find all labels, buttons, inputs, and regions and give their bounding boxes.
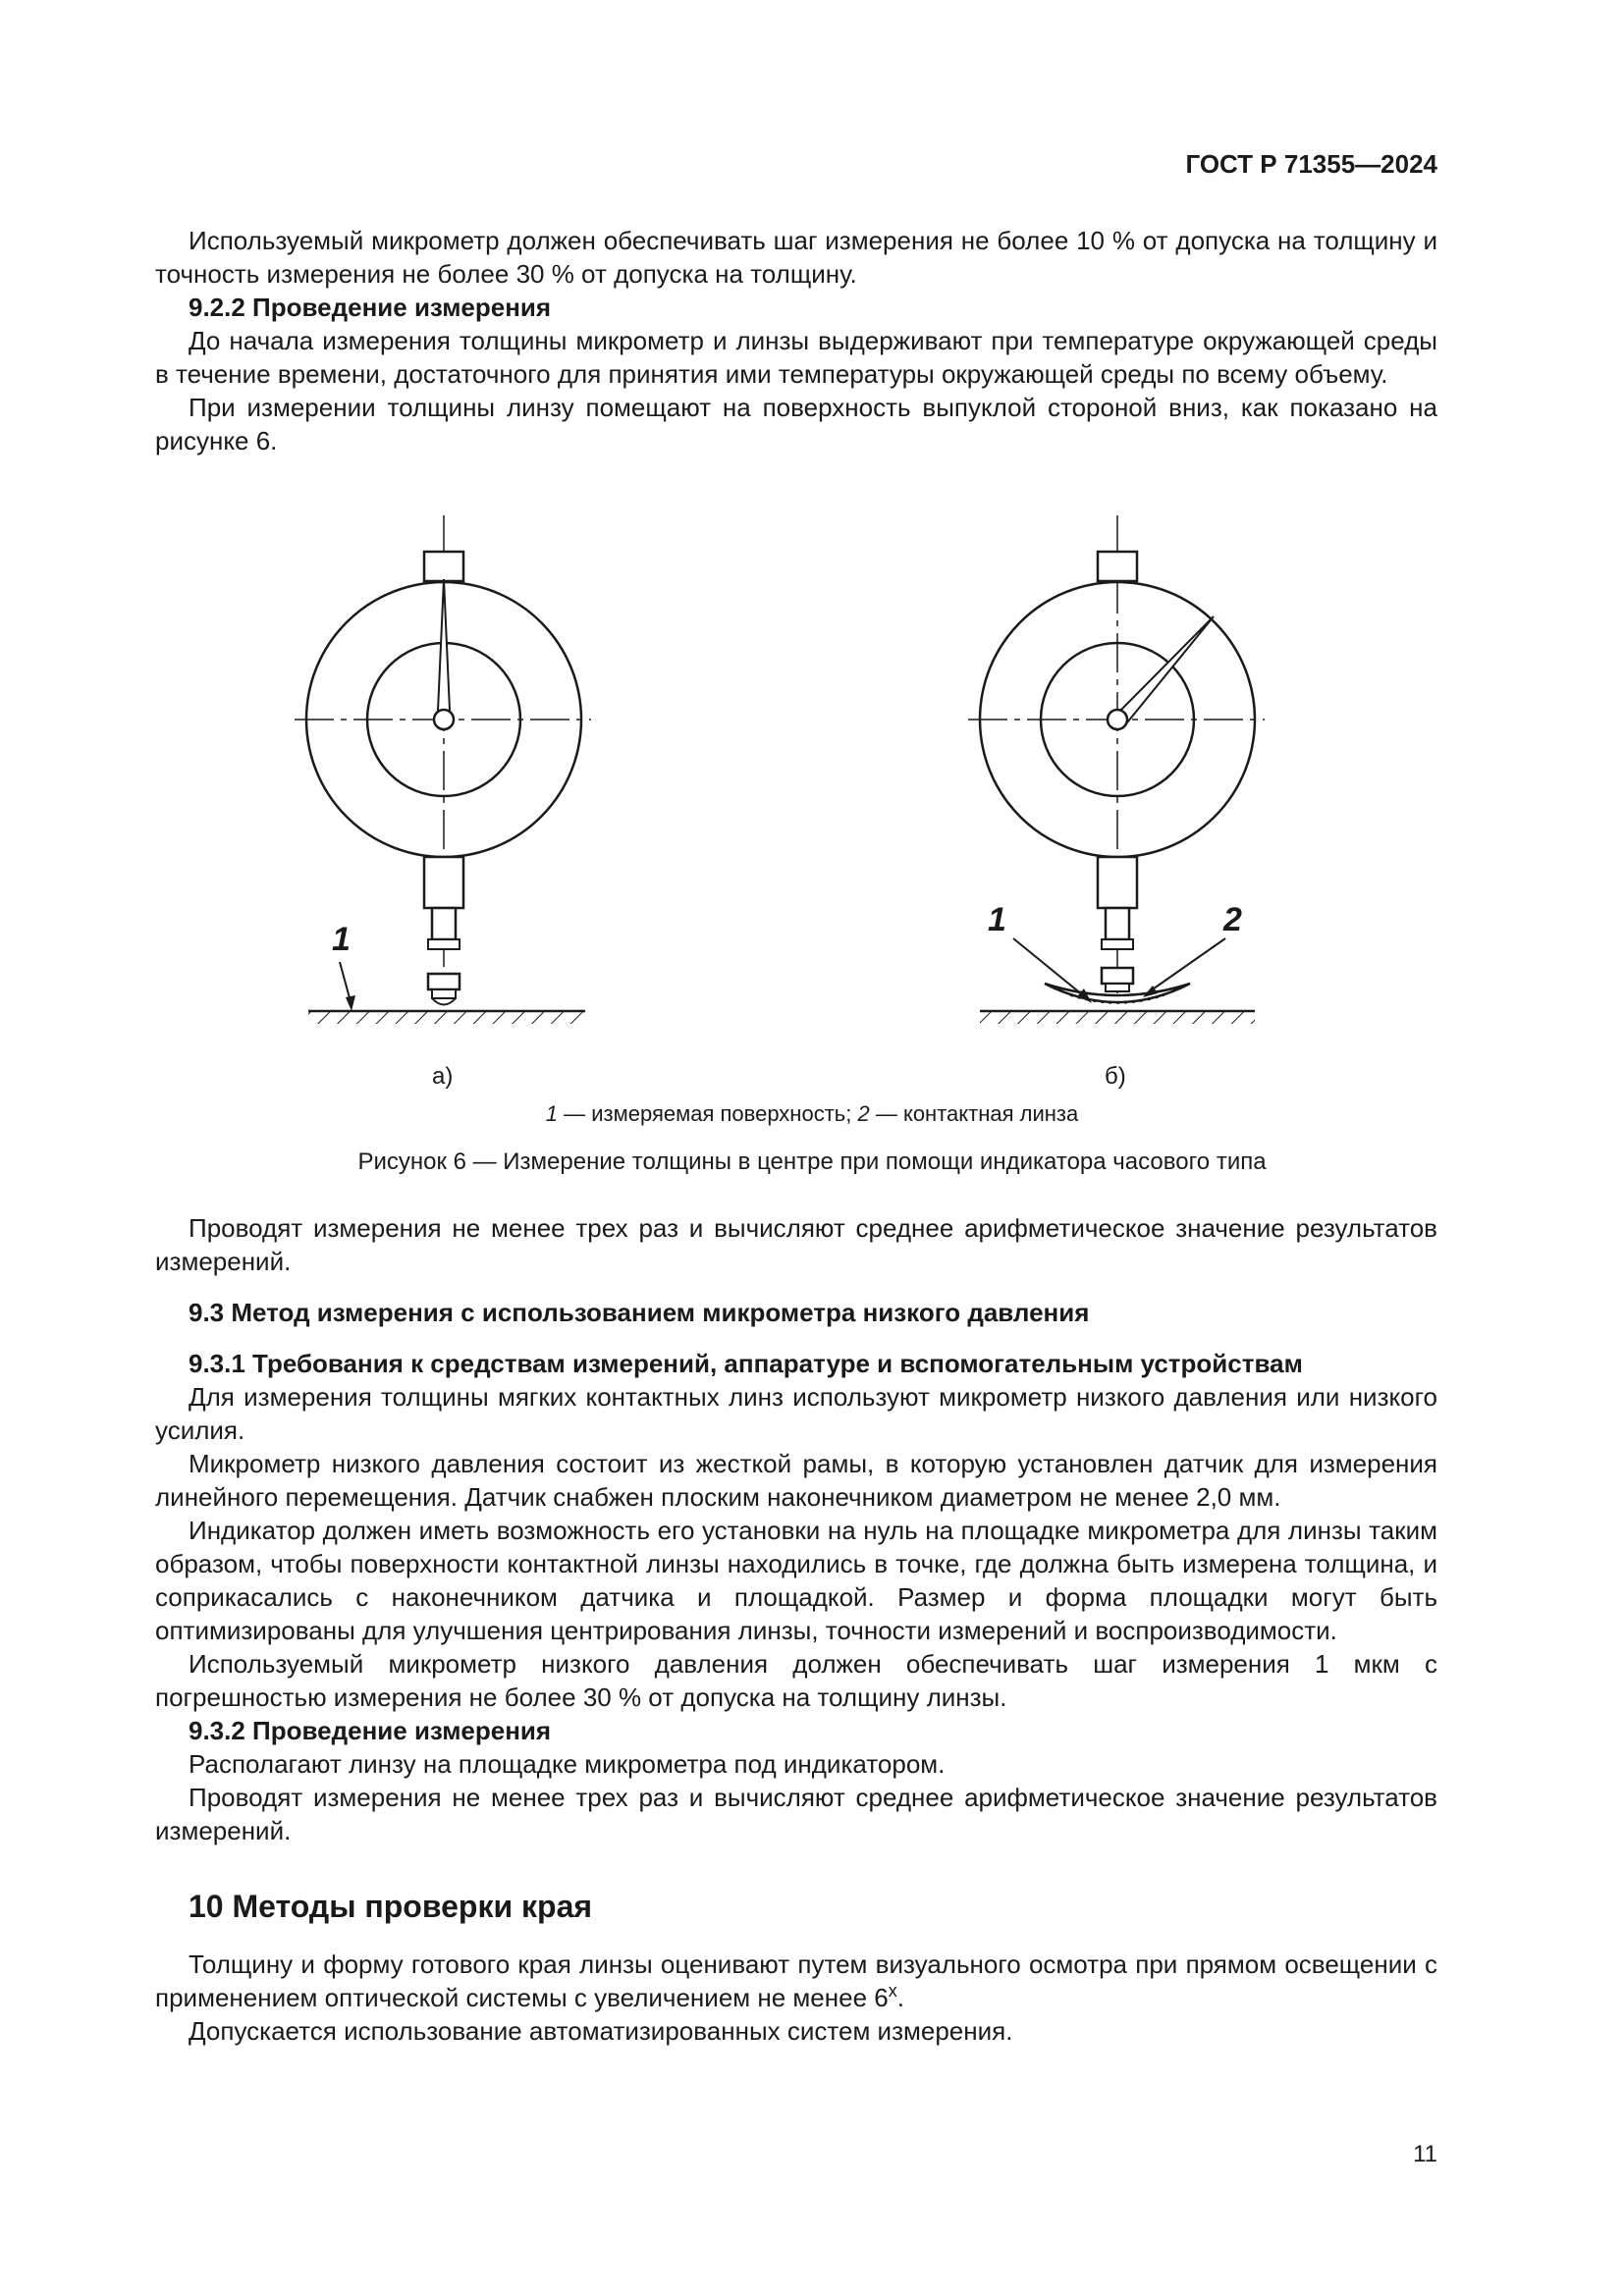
text-block-2 [155,1211,1437,2048]
paragraph [155,1948,1437,2014]
paragraph-text: Толщину и форму готового края линзы оценивают путем визуального осмотра при прямом освещении с применением оптической системы с увеличением не менее 6 [155,1949,1437,2012]
paragraph: При измерении толщины линзу помещают на поверхность выпуклой стороной вниз, как показано на рисунке 6. [155,393,1437,455]
text-block-1 [155,224,1437,457]
figure-6 [0,503,1624,1131]
paragraph: Проводят измерения не менее трех раз и вычисляют среднее арифметическое значение результатов измерений. [155,1213,1437,1276]
callout-1-a: 1 [332,921,351,958]
figure-6-drawing [0,503,1624,1092]
legend-number-1: 1 [545,1101,559,1126]
figure-legend [0,1101,1624,1127]
legend-text-1: — измеряемая поверхность; [558,1101,858,1126]
callout-2-b: 2 [1223,901,1242,938]
callout-1-b: 1 [988,901,1006,938]
paragraph: Для измерения толщины мягких контактных линз используют микрометр низкого давления или низкого усилия. [155,1382,1437,1445]
paragraph: До начала измерения толщины микрометр и линзы выдерживают при температуре окружающей среды в течение времени, достаточного для принятия ими температуры окружающей среды по всему объему. [155,326,1437,389]
section-heading-9-3: 9.3 Метод измерения с использованием микрометра низкого давления [189,1298,1090,1327]
paragraph: Индикатор должен иметь возможность его установки на нуль на площадке микрометра для линзы таким образом, чтобы поверхности контактной линзы находились в точке, где должна быть измерена толщина, и соприкасались с наконечником датчика и площадкой. Размер и форма площадки могут быть оптимизированы для улучшения центрирования линзы, точности измерений и воспроизводимости. [155,1516,1437,1645]
legend-text-2: — контактная линза [869,1101,1079,1126]
paragraph: Микрометр низкого давления состоит из жесткой рамы, в которую установлен датчик для измерения линейного перемещения. Датчик снабжен плоским наконечником диаметром не менее 2,0 мм. [155,1449,1437,1512]
figure-caption: Рисунок 6 — Измерение толщины в центре при помощи индикатора часового типа [357,1148,1267,1175]
paragraph: Допускается использование автоматизированных систем измерения. [189,2016,1013,2046]
section-heading-10: 10 Методы проверки края [189,1889,593,1924]
sub-figure-label-a: а) [432,1063,454,1090]
page-number: 11 [1413,2141,1437,2167]
paragraph: Используемый микрометр низкого давления должен обеспечивать шаг измерения 1 мкм с погрешностью измерения не более 30 % от допуска на толщину линзы. [155,1649,1437,1712]
paragraph: Используемый микрометр должен обеспечивать шаг измерения не более 10 % от допуска на толщину и точность измерения не более 30 % от допуска на толщину. [155,226,1437,289]
document-id: ГОСТ Р 71355—2024 [1185,149,1437,179]
magnification-superscript: х [888,1981,897,2001]
legend-number-2: 2 [857,1101,870,1126]
paragraph: Проводят измерения не менее трех раз и вычисляют среднее арифметическое значение результатов измерений. [155,1783,1437,1845]
subsection-heading-9-3-1: 9.3.1 Требования к средствам измерений, аппаратуре и вспомогательным устройствам [189,1349,1303,1378]
dial-indicator-b [968,515,1265,1024]
paragraph: Располагают линзу на площадке микрометра под индикатором. [189,1749,946,1779]
subsection-heading-9-3-2: 9.3.2 Проведение измерения [189,1716,552,1745]
subsection-heading-9-2-2: 9.2.2 Проведение измерения [189,293,552,322]
paragraph-end: . [896,1983,904,2012]
sub-figure-label-b: б) [1105,1063,1126,1090]
